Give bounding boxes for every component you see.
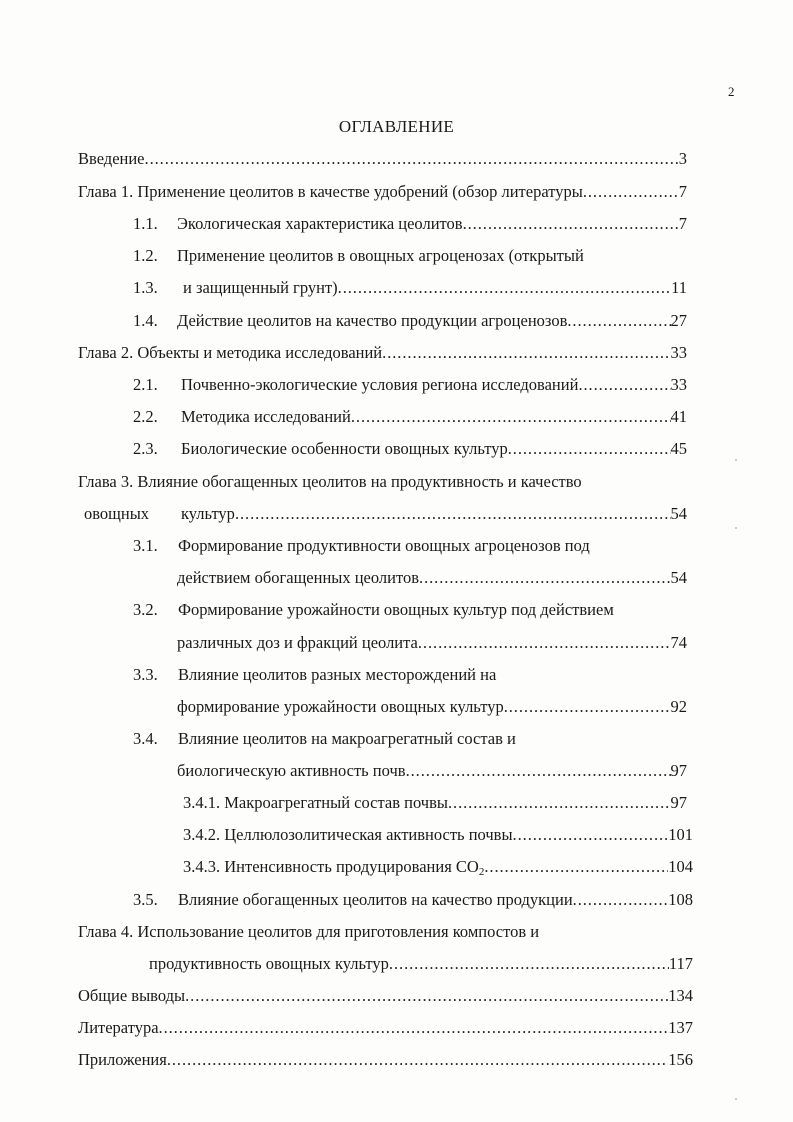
toc-text: Влияние обогащенных цеолитов на качество продукции xyxy=(178,890,573,909)
toc-text: Почвенно-экологические условия региона исследований xyxy=(181,375,579,394)
toc-entry-conclusions[interactable] xyxy=(78,985,693,1007)
toc-leader xyxy=(463,213,679,235)
toc-leader xyxy=(504,696,671,718)
toc-page: 33 xyxy=(670,343,687,362)
toc-label: Общие выводы xyxy=(78,986,186,1005)
toc-entry-2-3[interactable] xyxy=(133,438,687,460)
toc-page: 11 xyxy=(671,278,687,297)
subscript: 2 xyxy=(478,866,485,878)
toc-entry-3-4-1[interactable] xyxy=(183,792,687,814)
toc-number: 2.2. xyxy=(133,407,158,426)
toc-label xyxy=(183,856,484,878)
toc-page: 27 xyxy=(670,311,687,330)
toc-entry-2-1[interactable] xyxy=(133,374,687,396)
toc-text: Применение цеолитов в овощных агроценозах (открытый xyxy=(177,246,584,265)
toc-leader xyxy=(235,503,671,525)
toc-text: и защищенный грунт) xyxy=(183,278,338,297)
toc-label xyxy=(133,277,338,299)
page-number: 2 xyxy=(728,84,735,99)
toc-text: Глава 3. Влияние обогащенных цеолитов на продуктивность и качество xyxy=(78,472,582,491)
toc-entry-3-3[interactable] xyxy=(133,664,687,686)
toc-leader xyxy=(573,889,669,911)
scan-speck xyxy=(735,1098,737,1100)
toc-entry-3-4-2[interactable] xyxy=(183,824,693,846)
toc-label xyxy=(133,406,351,428)
toc-label: действием обогащенных цеолитов xyxy=(177,568,420,587)
toc-leader xyxy=(513,824,669,846)
toc-entry-intro[interactable] xyxy=(78,148,687,170)
toc-page: 3 xyxy=(678,149,687,168)
toc-entry-chapter-2[interactable] xyxy=(78,342,687,364)
toc-text: культур xyxy=(181,504,235,523)
toc-number: 1.3. xyxy=(133,278,158,297)
toc-entry-3-4-cont[interactable] xyxy=(177,760,687,782)
toc-text: Влияние цеолитов разных месторождений на xyxy=(178,665,497,684)
toc-page: 108 xyxy=(668,890,693,909)
toc-leader xyxy=(583,181,679,203)
toc-leader xyxy=(419,567,670,589)
toc-entry-3-3-cont[interactable] xyxy=(177,696,687,718)
toc-page: 101 xyxy=(668,825,693,844)
toc-entry-chapter-4-cont[interactable] xyxy=(149,953,693,975)
toc-label: продуктивность овощных культур xyxy=(149,954,389,973)
toc-leader xyxy=(406,760,671,782)
toc-entry-3-2[interactable] xyxy=(133,599,687,621)
toc-page: 156 xyxy=(668,1050,693,1069)
toc-label xyxy=(133,889,573,911)
toc-page: 97 xyxy=(670,793,687,812)
toc-leader xyxy=(418,632,671,654)
toc-entry-2-2[interactable] xyxy=(133,406,687,428)
toc-label: 3.4.1. Макроагрегатный состав почвы xyxy=(183,793,448,812)
toc-number: 3.4. xyxy=(133,729,158,748)
toc-entry-1-4[interactable] xyxy=(133,310,687,332)
toc-entry-1-1[interactable] xyxy=(133,213,687,235)
toc-entry-chapter-3[interactable] xyxy=(78,471,687,493)
toc-text: Экологическая характеристика цеолитов xyxy=(177,214,463,233)
toc-text: Действие цеолитов на качество продукции агроценозов xyxy=(177,311,568,330)
toc-number: 3.2. xyxy=(133,600,158,619)
toc-page: 117 xyxy=(668,954,693,973)
toc-leader xyxy=(338,277,671,299)
toc-label xyxy=(133,438,508,460)
toc-leader xyxy=(185,985,668,1007)
toc-number: 3.5. xyxy=(133,890,158,909)
toc-label: биологическую активность почв xyxy=(177,761,406,780)
toc-text-word: овощных xyxy=(84,504,150,523)
toc-number: 1.1. xyxy=(133,214,158,233)
toc-number: 2.1. xyxy=(133,375,158,394)
toc-entry-3-1[interactable] xyxy=(133,535,687,557)
toc-entry-chapter-3-cont[interactable] xyxy=(84,503,687,525)
toc-label: Приложения xyxy=(78,1050,167,1069)
toc-leader xyxy=(167,1049,668,1071)
toc-entry-3-5[interactable] xyxy=(133,889,693,911)
toc-page: 137 xyxy=(668,1018,693,1037)
toc-label xyxy=(133,310,567,332)
toc-entry-3-4-3[interactable] xyxy=(183,856,693,878)
toc-text: 3.4.3. Интенсивность продуцирования CO xyxy=(183,857,479,876)
toc-number: 1.4. xyxy=(133,311,158,330)
toc-text: Формирование урожайности овощных культур под действием xyxy=(178,600,614,619)
toc-text: Биологические особенности овощных культур xyxy=(181,439,508,458)
toc-entry-3-2-cont[interactable] xyxy=(177,632,687,654)
toc-number: 2.3. xyxy=(133,439,158,458)
toc-leader xyxy=(159,1017,669,1039)
toc-page: 54 xyxy=(670,504,687,523)
toc-number: 3.1. xyxy=(133,536,158,555)
toc-label: различных доз и фракций цеолита xyxy=(177,633,418,652)
toc-entry-1-3[interactable] xyxy=(133,277,687,299)
toc-leader xyxy=(145,148,679,170)
toc-entry-3-1-cont[interactable] xyxy=(177,567,687,589)
toc-entry-chapter-4[interactable] xyxy=(78,921,693,943)
toc-text: Формирование продуктивности овощных агроценозов под xyxy=(178,536,590,555)
toc-label xyxy=(133,374,578,396)
toc-entry-appendices[interactable] xyxy=(78,1049,693,1071)
toc-leader xyxy=(508,438,671,460)
toc-page: 54 xyxy=(670,568,687,587)
toc-label: Введение xyxy=(78,149,145,168)
toc-leader xyxy=(567,310,670,332)
toc-page: 45 xyxy=(670,439,687,458)
scan-speck xyxy=(735,459,737,461)
toc-label xyxy=(133,213,463,235)
toc-text: Методика исследований xyxy=(181,407,351,426)
toc-label: Глава 2. Объекты и методика исследований xyxy=(78,343,383,362)
toc-leader xyxy=(382,342,670,364)
toc-number: 3.3. xyxy=(133,665,158,684)
toc-page: 41 xyxy=(670,407,687,426)
toc-label: формирование урожайности овощных культур xyxy=(177,697,504,716)
toc-page: 7 xyxy=(678,182,687,201)
toc-leader xyxy=(389,953,669,975)
scan-speck xyxy=(735,527,737,529)
toc-page: 134 xyxy=(668,986,693,1005)
toc-entry-literature[interactable] xyxy=(78,1017,693,1039)
toc-entry-1-2[interactable] xyxy=(133,245,687,267)
toc-number: 1.2. xyxy=(133,246,158,265)
toc-leader xyxy=(448,792,671,814)
toc-label xyxy=(84,503,235,525)
toc-text: Глава 4. Использование цеолитов для приготовления компостов и xyxy=(78,922,540,941)
toc-page: 33 xyxy=(670,375,687,394)
toc-page: 74 xyxy=(670,633,687,652)
toc-label: 3.4.2. Целлюлозолитическая активность почвы xyxy=(183,825,513,844)
toc-leader xyxy=(578,374,670,396)
toc-text: Влияние цеолитов на макроагрегатный состав и xyxy=(178,729,516,748)
toc-page: 92 xyxy=(670,697,687,716)
toc-entry-3-4[interactable] xyxy=(133,728,687,750)
toc-label: Глава 1. Применение цеолитов в качестве удобрений (обзор литературы xyxy=(78,182,583,201)
toc-label: Литература xyxy=(78,1018,159,1037)
toc-leader xyxy=(484,856,668,878)
toc-page: 7 xyxy=(678,214,687,233)
toc-leader xyxy=(351,406,671,428)
toc-page: 104 xyxy=(668,857,693,876)
toc-page: 97 xyxy=(670,761,687,780)
toc-entry-chapter-1[interactable] xyxy=(78,181,687,203)
page-title: ОГЛАВЛЕНИЕ xyxy=(338,117,455,136)
